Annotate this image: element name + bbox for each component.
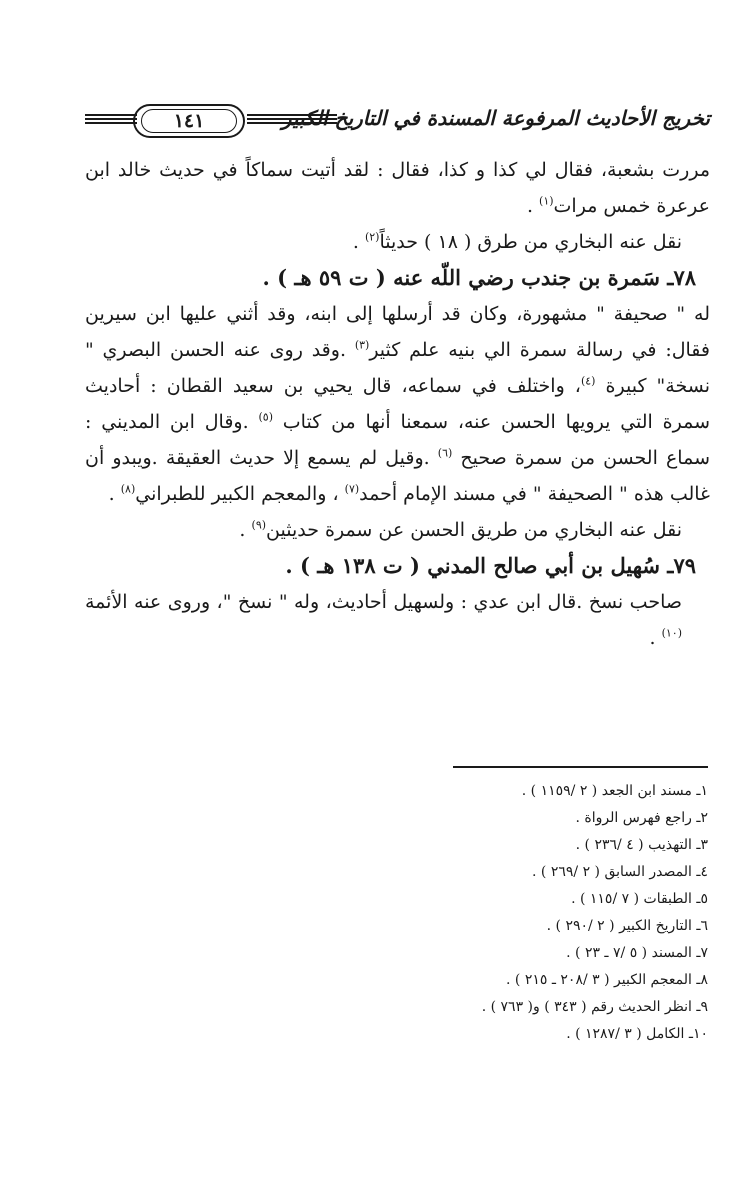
footnote-ref: (٤) — [580, 374, 596, 388]
footnote-item: ٤ـ المصدر السابق ( ٢ /٢٦٩ ) . — [532, 864, 708, 880]
paragraph-3: له " صحيفة " مشهورة، وكان قد أرسلها إلى ابنه، وقد أثني عليها ابن سيرين فقال: في رسالة سمرة الي بنيه علم كثير$^{(٣)}$ .وقد روى عنه الحسن البصري " نسخة" كبيرة $^{(٤)}$، واختلف في سماعه، قال يحيي بن سعيد القطان : أحاديث سمرة التي يرويها الحسن عنه، سمعنا أنها من كتاب $^{(٥)}$ .وقال ابن المديني : سماع الحسن من سمرة صحيح $^{(٦)}$ .وقيل لم يسمع إلا حديث العقيقة .ويبدو أن غالب هذه " الصحيفة " في مسند الإمام أحمد$^{(٧)}$ ، والمعجم الكبير للطبراني$^{(٨)}$ . — [85, 303, 711, 505]
footnote-ref: (٢) — [364, 230, 380, 244]
running-title: تخريج الأحاديث المرفوعة المسندة في التاريخ الكبير — [281, 106, 710, 130]
footnote-divider — [453, 766, 708, 768]
footnote-ref: (٧) — [344, 482, 360, 496]
footnote-ref: (٥) — [258, 410, 273, 424]
footnote-item: ٦ـ التاريخ الكبير ( ٢ /٢٩٠ ) . — [546, 918, 708, 934]
footnote-item: ٥ـ الطبقات ( ٧ /١١٥ ) . — [571, 891, 708, 907]
footnote-item: ١ـ مسند ابن الجعد ( ٢ /١١٥٩ ) . — [521, 783, 708, 799]
page-number: ١٤١ — [141, 109, 237, 133]
section-heading-79: ٧٩ـ سُهيل بن أبي صالح المدني ( ت ١٣٨ هـ ) . — [285, 553, 696, 578]
footnote-item: ٢ـ راجع فهرس الرواة . — [575, 810, 708, 826]
footnote-ref: (١٠) — [661, 626, 682, 640]
footnote-item: ٧ـ المسند ( ٥ /٧ ـ ٢٣ ) . — [566, 945, 708, 961]
page-number-badge — [133, 104, 245, 138]
footnote-ref: (٨) — [120, 482, 136, 496]
footnote-ref: (٦) — [437, 446, 453, 460]
footnote-item: ٨ـ المعجم الكبير ( ٣ /٢٠٨ ـ ٢١٥ ) . — [506, 972, 708, 988]
footnote-item: ٩ـ انظر الحديث رقم ( ٣٤٣ ) و( ٧٦٣ ) . — [481, 999, 708, 1015]
footnote-item: ١٠ـ الكامل ( ٣ /١٢٨٧ ) . — [566, 1026, 708, 1042]
page-header — [85, 104, 710, 144]
section-heading-78: ٧٨ـ سَمرة بن جندب رضي اللّه عنه ( ت ٥٩ هـ ) . — [262, 265, 696, 290]
footnotes — [300, 778, 708, 1048]
footnote-ref: (١) — [539, 194, 554, 208]
body-text — [85, 152, 710, 656]
paragraph-1: مررت بشعبة، فقال لي كذا و كذا، فقال : لقد أتيت سماكاً في حديث خالد ابن عرعرة خمس مرات$^{(١)}$ . — [85, 159, 710, 217]
header-rule-left — [85, 114, 137, 128]
paragraph-5: صاحب نسخ .قال ابن عدي : ولسهيل أحاديث، وله " نسخ "، وروى عنه الأئمة $^{(١٠)}$ . — [85, 591, 682, 649]
footnote-ref: (٣) — [354, 338, 370, 352]
paragraph-2: نقل عنه البخاري من طرق ( ١٨ ) حديثاً$^{(٢)}$ . — [352, 230, 682, 253]
footnote-item: ٣ـ التهذيب ( ٤ /٢٣٦ ) . — [575, 837, 708, 853]
paragraph-4: نقل عنه البخاري من طريق الحسن عن سمرة حديثين$^{(٩)}$ . — [239, 518, 682, 541]
footnote-ref: (٩) — [251, 518, 267, 532]
